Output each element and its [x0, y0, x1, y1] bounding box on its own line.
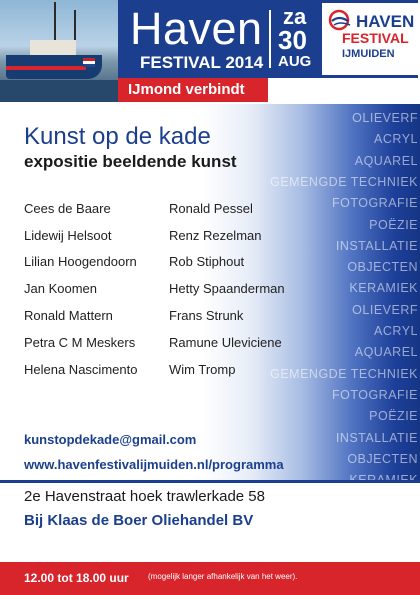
discipline-label: INSTALLATIE: [335, 430, 418, 445]
photo-mast: [54, 2, 56, 44]
discipline-label: KERAMIEK: [349, 281, 418, 296]
lighthouse-logo-icon: [326, 9, 356, 31]
logo-town-text: IJMUIDEN: [342, 48, 395, 60]
artist-name: Lilian Hoogendoorn: [24, 254, 137, 269]
tagline-bar: [118, 78, 268, 102]
artist-name: Ronald Pessel: [169, 201, 253, 216]
discipline-label: INSTALLATIE: [335, 238, 418, 253]
discipline-label: OLIEVERF: [352, 302, 418, 317]
discipline-label: OBJECTEN: [347, 260, 418, 275]
opening-hours: 12.00 tot 18.00 uur: [24, 571, 129, 585]
website-link[interactable]: www.havenfestivalijmuiden.nl/programma: [24, 457, 284, 472]
artist-name: Lidewij Helsoot: [24, 228, 112, 243]
harbor-photo: [0, 0, 118, 102]
discipline-label: POËZIE: [369, 217, 418, 232]
logo-haven-text: HAVEN: [356, 12, 415, 31]
photo-mast: [74, 10, 76, 44]
discipline-label: ACRYL: [374, 324, 418, 338]
photo-boat-stripe: [6, 66, 86, 70]
banner-divider: [269, 10, 271, 68]
discipline-label: OBJECTEN: [347, 451, 418, 466]
exhibition-title: Kunst op de kade: [24, 123, 211, 150]
logo-festival-text: FESTIVAL: [342, 30, 409, 46]
discipline-label: ACRYL: [374, 132, 418, 147]
artist-name: Hetty Spaanderman: [169, 281, 285, 296]
discipline-label: POËZIE: [369, 409, 418, 424]
discipline-label: GEMENGDE TECHNIEK: [270, 366, 418, 381]
festival-title: Haven: [130, 3, 263, 54]
date-number: 30: [278, 25, 307, 55]
artist-name: Rob Stiphout: [169, 254, 245, 269]
artist-name: Helena Nascimento: [24, 362, 138, 377]
exhibition-subtitle: expositie beeldende kunst: [24, 152, 237, 171]
artist-name: Cees de Baare: [24, 201, 111, 216]
artist-name: Ramune Uleviciene: [169, 335, 282, 350]
venue-name: Bij Klaas de Boer Oliehandel BV: [24, 512, 254, 529]
artist-name: Frans Strunk: [169, 308, 244, 323]
discipline-label: FOTOGRAFIE: [331, 196, 418, 211]
artist-name: Jan Koomen: [24, 281, 97, 296]
festival-logo: [322, 3, 420, 75]
festival-year: FESTIVAL 2014: [140, 53, 264, 72]
discipline-label: FOTOGRAFIE: [331, 387, 418, 402]
artist-name: Renz Rezelman: [169, 228, 262, 243]
discipline-label: AQUAREL: [354, 345, 418, 360]
artist-name: Wim Tromp: [169, 362, 236, 377]
tagline: IJmond verbindt: [128, 81, 245, 98]
email-link[interactable]: kunstopdekade@gmail.com: [24, 432, 197, 447]
artist-name: Petra C M Meskers: [24, 335, 136, 350]
opening-hours-bar: [0, 562, 420, 595]
date-day: za: [283, 4, 307, 29]
discipline-label: OLIEVERF: [352, 111, 418, 125]
opening-hours-note: (mogelijk langer afhankelijk van het weer).: [148, 572, 298, 581]
artist-name: Ronald Mattern: [24, 308, 113, 323]
discipline-label: AQUAREL: [354, 153, 418, 168]
venue-address: 2e Havenstraat hoek trawlerkade 58: [24, 488, 265, 505]
photo-water: [0, 80, 118, 102]
footer-divider: [0, 480, 420, 483]
dutch-flag-icon: [83, 58, 95, 67]
discipline-label: GEMENGDE TECHNIEK: [270, 174, 418, 189]
date-month: AUG: [278, 53, 312, 70]
